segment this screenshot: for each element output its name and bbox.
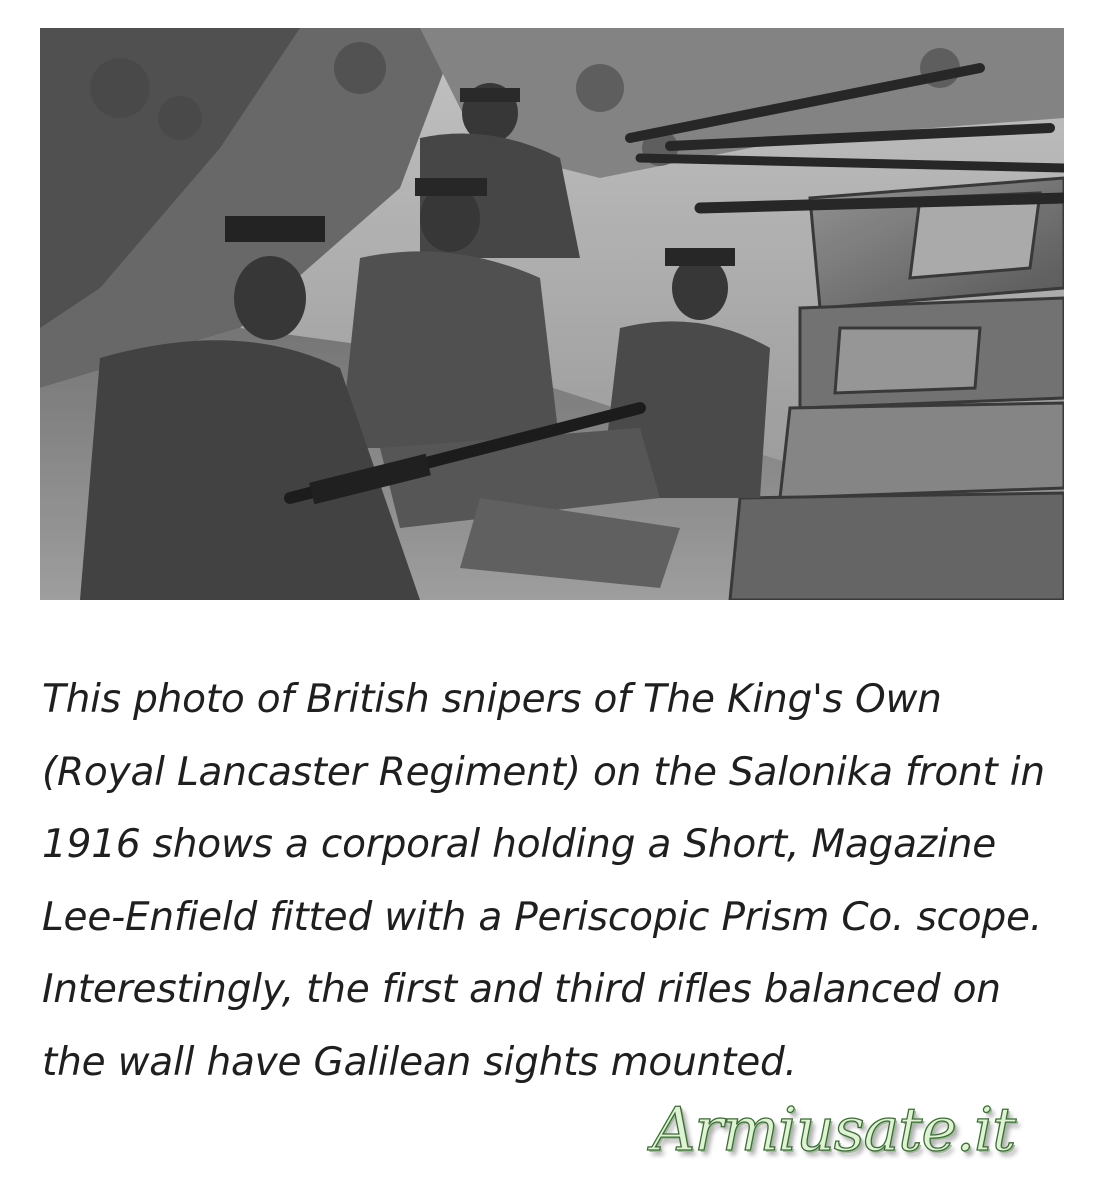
historical-photo bbox=[40, 28, 1064, 600]
photo-caption: This photo of British snipers of The King's Own (Royal Lancaster Regiment) on the Salonika front in 1916 shows a corporal holding a Short, Magazine Lee-Enfield fitted with a Periscopic Prism Co. scope. Interestingly, the first and third rifles balanced on the wall have Galilean sights mounted. bbox=[42, 677, 1045, 1085]
photo-illustration bbox=[40, 28, 1064, 600]
site-watermark: Armiusate.it bbox=[652, 1095, 1016, 1165]
